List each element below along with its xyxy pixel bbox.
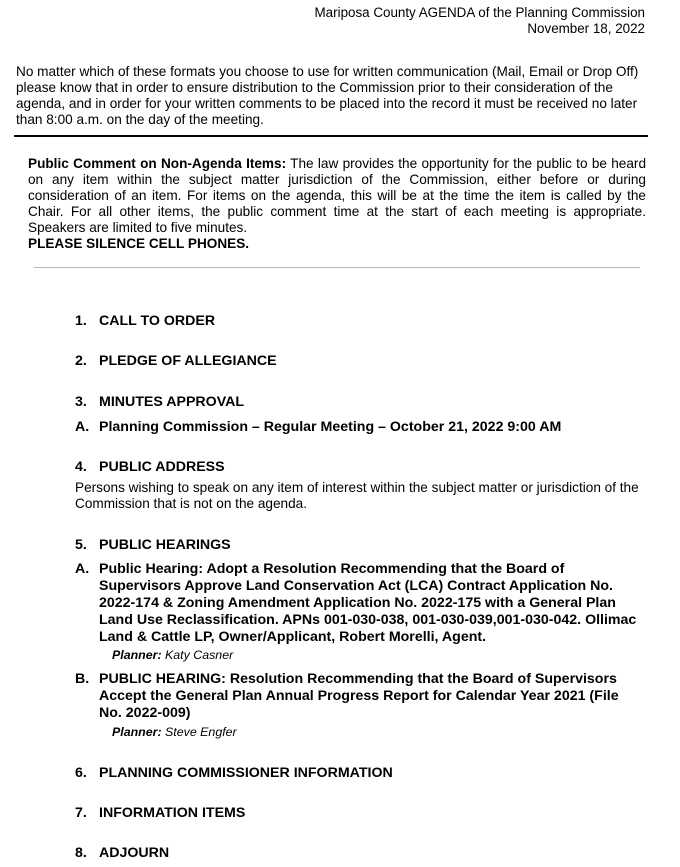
public-comment-section	[28, 156, 646, 252]
document-header	[315, 5, 645, 37]
item-title: Public Hearing: Adopt a Resolution Recommending that the Board of Supervisors Approve Land Conservation Act (LCA) Contract Application No. 2022-174 & Zoning Amendment Application No. 2022-175 with a General Plan Land Use Reclassification. APNs 001-030-038, 001-030-039,001-030-042. Ollimac Land & Cattle LP, Owner/Applicant, Robert Morelli, Agent.	[99, 561, 637, 645]
planner-label: Planner:	[112, 725, 162, 739]
item-title: Planning Commission – Regular Meeting – October 21, 2022 9:00 AM	[99, 419, 562, 435]
item-number: 7.	[75, 805, 87, 821]
public-address-description: Persons wishing to speak on any item of interest within the subject matter or jurisdiction of the Commission that is not on the agenda.	[75, 480, 639, 511]
item-number: 2.	[75, 353, 87, 369]
item-title: CALL TO ORDER	[99, 313, 216, 329]
planner-credit	[112, 725, 237, 740]
item-number: 8.	[75, 845, 87, 861]
planner-name: Steve Engfer	[165, 725, 237, 739]
agenda-item-public-hearings	[75, 537, 645, 554]
item-title: PLANNING COMMISSIONER INFORMATION	[99, 765, 393, 781]
planner-credit	[112, 648, 233, 663]
public-comment-body: The law provides the opportunity for the public to be heard on any item within the subject matter jurisdiction of the Commission, either before or during consideration of an item. For items on the agenda, this will be at the time the item is called by the Chair. For all other items, the public comment time at the start of each meeting is appropriate. Speakers are limited to five minutes.	[28, 156, 646, 235]
item-title: PUBLIC ADDRESS	[99, 459, 225, 475]
item-title: MINUTES APPROVAL	[99, 394, 245, 410]
agenda-item-adjourn	[75, 845, 645, 862]
agenda-item-pledge	[75, 353, 645, 370]
item-title: ADJOURN	[99, 845, 170, 861]
agenda-item-call-to-order	[75, 313, 645, 330]
agenda-item-public-address	[75, 459, 645, 476]
item-letter: B.	[75, 671, 90, 687]
silence-phones-notice: PLEASE SILENCE CELL PHONES.	[28, 236, 250, 251]
light-divider	[34, 267, 640, 268]
public-comment-heading: Public Comment on Non-Agenda Items:	[28, 156, 287, 171]
item-number: 1.	[75, 313, 87, 329]
item-number: 4.	[75, 459, 87, 475]
section-divider	[14, 135, 648, 137]
item-number: 3.	[75, 394, 87, 410]
header-title: Mariposa County AGENDA of the Planning Commission	[314, 5, 645, 20]
header-date: November 18, 2022	[527, 21, 645, 36]
agenda-subitem-progress-report	[75, 671, 645, 722]
agenda-subitem-lca-hearing	[75, 561, 645, 646]
agenda-subitem-minutes	[75, 419, 645, 436]
agenda-item-minutes-approval	[75, 394, 645, 411]
item-number: 6.	[75, 765, 87, 781]
item-title: INFORMATION ITEMS	[99, 805, 246, 821]
item-number: 5.	[75, 537, 87, 553]
planner-label: Planner:	[112, 648, 162, 662]
planner-name: Katy Casner	[165, 648, 234, 662]
agenda-item-information-items	[75, 805, 645, 822]
item-title: PUBLIC HEARING: Resolution Recommending that the Board of Supervisors Accept the General Plan Annual Progress Report for Calendar Year 2021 (File No. 2022-009)	[99, 671, 619, 721]
agenda-item-commissioner-info	[75, 765, 645, 782]
written-communication-notice: No matter which of these formats you choose to use for written communication (Mail, Email or Drop Off) please know that in order to ensure distribution to the Commission prior to their consideration of the agenda, and in order for your written comments to be placed into the record it must be received no later than 8:00 a.m. on the day of the meeting.	[16, 64, 639, 127]
item-title: PLEDGE OF ALLEGIANCE	[99, 353, 277, 369]
item-title: PUBLIC HEARINGS	[99, 537, 231, 553]
item-letter: A.	[75, 561, 90, 577]
item-letter: A.	[75, 419, 90, 435]
